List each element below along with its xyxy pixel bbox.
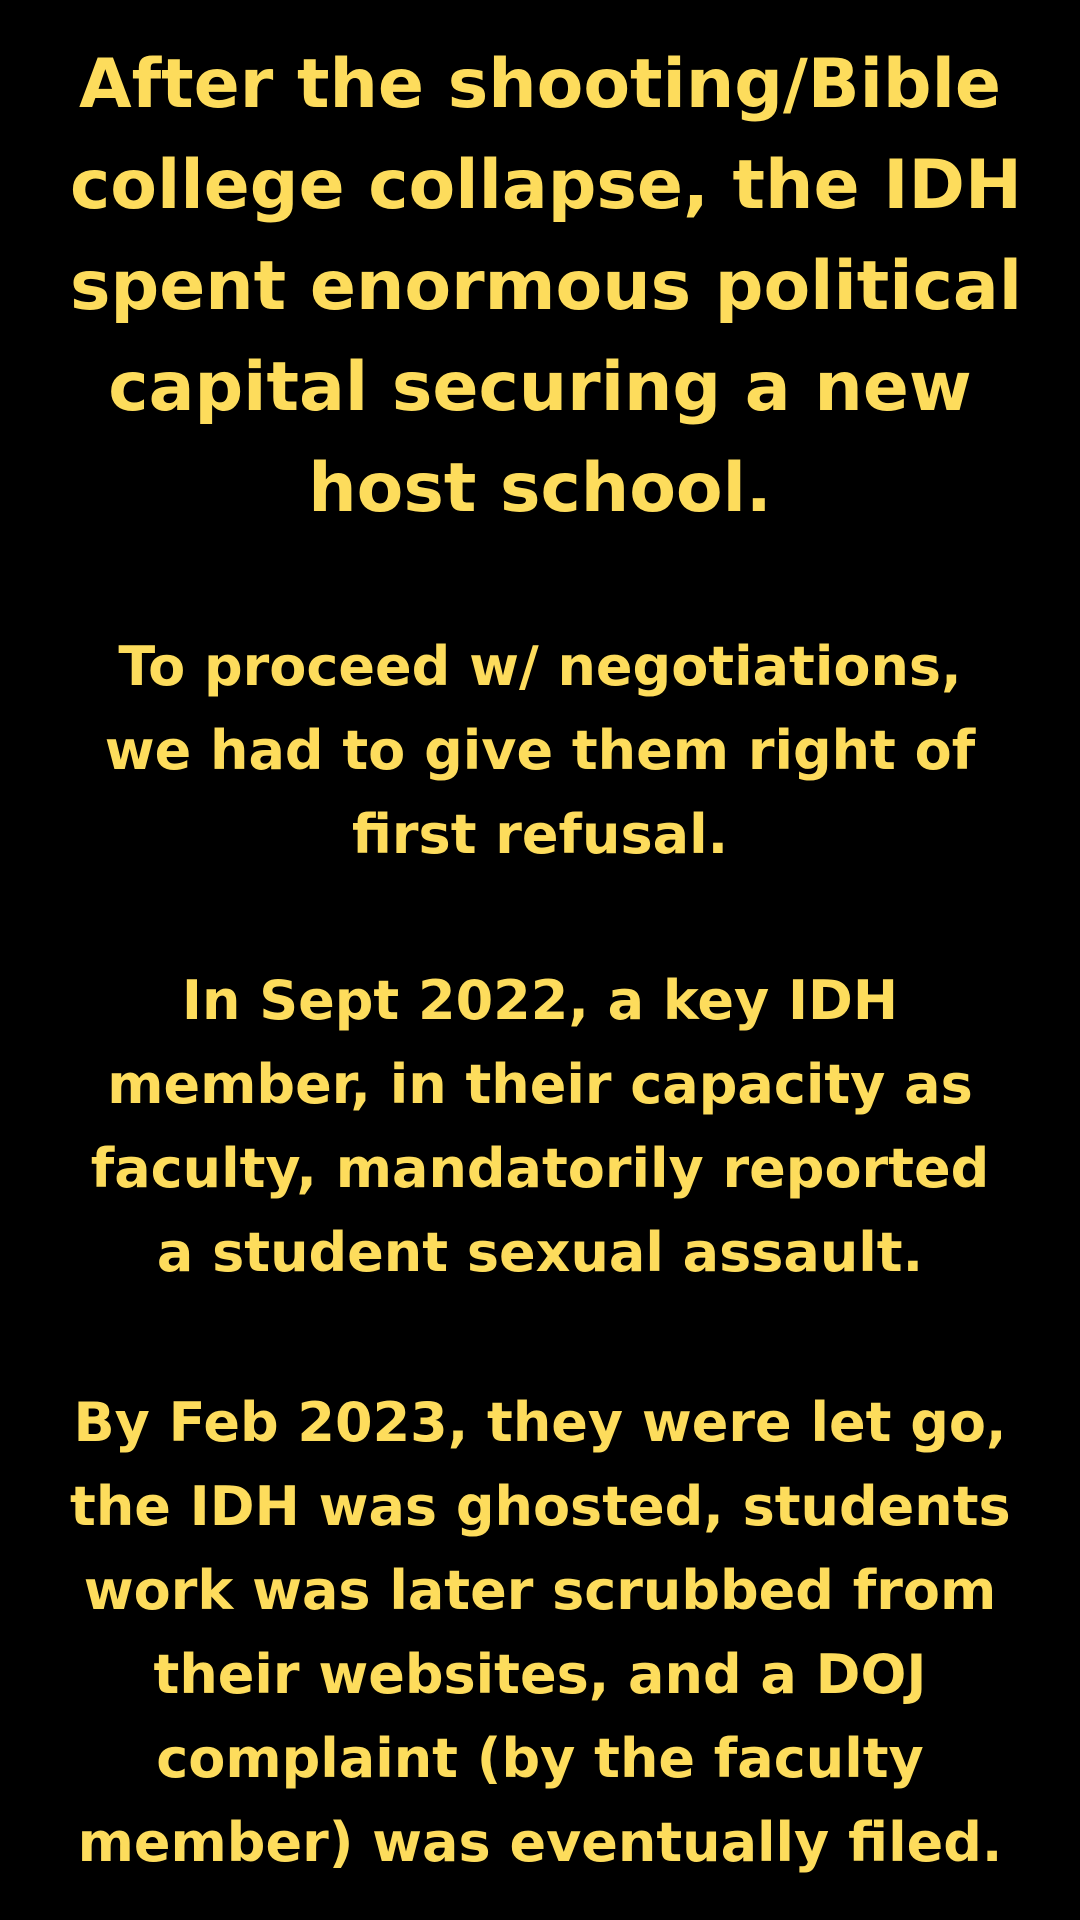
paragraph-line: their websites, and a DOJ: [153, 1643, 927, 1706]
paragraph-line: member, in their capacity as: [107, 1053, 973, 1116]
paragraph-line: In Sept 2022, a key IDH: [181, 969, 899, 1032]
headline: [70, 34, 1023, 539]
paragraph-line: a student sexual assault.: [156, 1221, 924, 1284]
paragraph-line: the IDH was ghosted, students: [70, 1475, 1011, 1538]
paragraph-negotiations: [70, 625, 1010, 877]
paragraph-line: To proceed w/ negotiations,: [118, 635, 962, 698]
paragraph-report: [70, 959, 1010, 1295]
paragraph-line: we had to give them right of: [104, 719, 976, 782]
headline-line: After the shooting/Bible: [78, 45, 1002, 124]
headline-line: host school.: [308, 449, 772, 528]
paragraph-outcome: [70, 1381, 1010, 1885]
headline-line: capital securing a new: [108, 348, 972, 427]
headline-line: spent enormous political: [70, 247, 1023, 326]
paragraph-line: first refusal.: [351, 803, 729, 866]
paragraph-line: work was later scrubbed from: [83, 1559, 997, 1622]
paragraph-line: By Feb 2023, they were let go,: [73, 1391, 1007, 1454]
paragraph-line: faculty, mandatorily reported: [90, 1137, 990, 1200]
paragraph-line: complaint (by the faculty: [156, 1727, 924, 1790]
paragraph-line: member) was eventually filed.: [77, 1811, 1003, 1874]
headline-line: college collapse, the IDH: [70, 146, 1022, 225]
